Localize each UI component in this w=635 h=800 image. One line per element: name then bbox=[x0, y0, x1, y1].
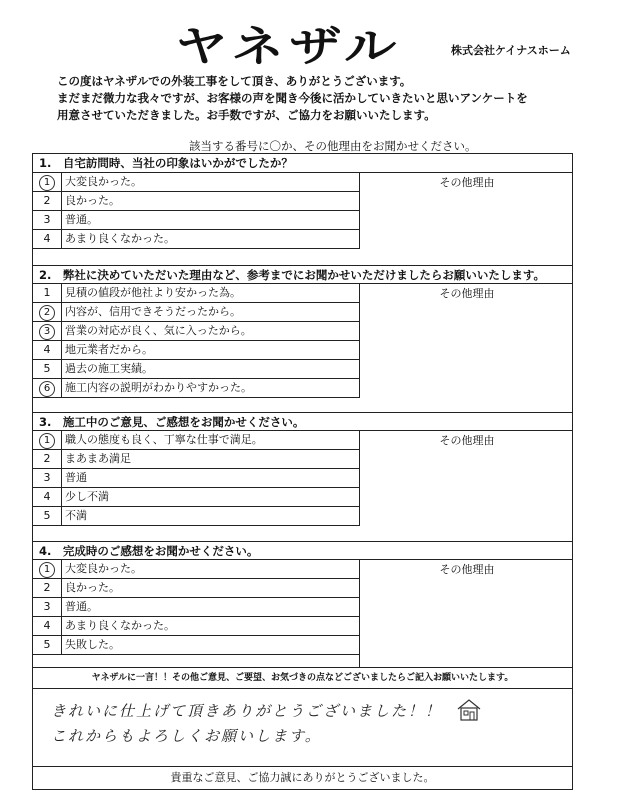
option-number: 2 bbox=[33, 192, 62, 210]
option-text: 失敗した。 bbox=[65, 638, 120, 651]
option-row bbox=[33, 450, 359, 469]
option-row bbox=[33, 560, 359, 579]
option-row bbox=[33, 431, 359, 450]
option-text: 不満 bbox=[65, 509, 87, 522]
option-text: 地元業者だから。 bbox=[65, 343, 153, 356]
option-text: あまり良くなかった。 bbox=[65, 232, 175, 245]
intro-text bbox=[57, 73, 528, 124]
survey-sheet bbox=[32, 153, 573, 790]
footer-thanks: 貴重なご意見、ご協力誠にありがとうございました。 bbox=[33, 766, 572, 791]
option-text: 普通。 bbox=[65, 213, 98, 226]
handwritten-line-2: これからもよろしくお願いします。 bbox=[51, 727, 322, 745]
option-row bbox=[33, 507, 359, 526]
option-row bbox=[33, 379, 359, 398]
reason-box-1[interactable] bbox=[359, 173, 574, 249]
option-number-circled: 1 bbox=[33, 173, 62, 191]
option-text: 過去の施工実績。 bbox=[65, 362, 153, 375]
option-number: 5 bbox=[33, 636, 62, 654]
option-row bbox=[33, 230, 359, 249]
option-text: 普通。 bbox=[65, 600, 98, 613]
option-text: 良かった。 bbox=[65, 581, 120, 594]
option-number: 4 bbox=[33, 341, 62, 359]
option-text: 普通 bbox=[65, 471, 87, 484]
intro-line: 用意させていただきました。お手数ですが、ご協力をお願いいたします。 bbox=[57, 108, 436, 122]
option-text: 大変良かった。 bbox=[65, 562, 142, 575]
yanezaru-logo: ヤネザル bbox=[175, 22, 402, 71]
reason-box-3[interactable] bbox=[359, 431, 574, 526]
option-text: まあまあ満足 bbox=[65, 452, 131, 465]
option-number-circled: 1 bbox=[33, 560, 62, 578]
option-text: あまり良くなかった。 bbox=[65, 619, 175, 632]
intro-line: まだまだ微力な我々ですが、お客様の声を聞き今後に活かしていきたいと思いアンケートを bbox=[57, 91, 528, 105]
option-number-circled: 2 bbox=[33, 303, 62, 321]
option-text: 営業の対応が良く、気に入ったから。 bbox=[65, 324, 252, 337]
option-row bbox=[33, 173, 359, 192]
option-row bbox=[33, 617, 359, 636]
option-row bbox=[33, 579, 359, 598]
option-number: 3 bbox=[33, 211, 62, 229]
option-row bbox=[33, 598, 359, 617]
option-number: 2 bbox=[33, 579, 62, 597]
option-text: 少し不満 bbox=[65, 490, 109, 503]
option-row bbox=[33, 469, 359, 488]
option-text: 良かった。 bbox=[65, 194, 120, 207]
option-number: 4 bbox=[33, 230, 62, 248]
handwritten-line-1: きれいに仕上げて頂きありがとうございました！！ bbox=[51, 702, 443, 720]
reason-box-2[interactable] bbox=[359, 284, 574, 398]
option-number: 5 bbox=[33, 507, 62, 525]
intro-line: この度はヤネザルでの外装工事をして頂き、ありがとうございます。 bbox=[57, 74, 412, 88]
option-row bbox=[33, 192, 359, 211]
reason-box-4[interactable] bbox=[359, 560, 574, 667]
option-row bbox=[33, 303, 359, 322]
section-4-title: 4. 完成時のご感想をお聞かせください。 bbox=[33, 541, 572, 560]
instruction-text: 該当する番号に〇か、その他理由をお聞かせください。 bbox=[189, 139, 477, 153]
option-row bbox=[33, 322, 359, 341]
option-number: 2 bbox=[33, 450, 62, 468]
option-row bbox=[33, 360, 359, 379]
section-spacer bbox=[33, 249, 572, 266]
option-number-circled: 1 bbox=[33, 431, 62, 449]
option-text: 職人の態度も良く、丁寧な仕事で満足。 bbox=[65, 433, 263, 446]
company-name: 株式会社ケイナスホーム bbox=[451, 44, 571, 57]
option-number: 4 bbox=[33, 617, 62, 635]
option-number: 3 bbox=[33, 598, 62, 616]
option-number: 5 bbox=[33, 360, 62, 378]
reason-label: その他理由 bbox=[439, 563, 495, 576]
section-2-title: 2. 弊社に決めていただいた理由など、参考までにお聞かせいただけましたらお願いいたします。 bbox=[33, 265, 572, 284]
option-row bbox=[33, 488, 359, 507]
option-row bbox=[33, 211, 359, 230]
comment-header: ヤネザルに一言！！その他ご意見、ご要望、お気づきの点などございましたらご記入お願いいたします。 bbox=[33, 667, 572, 689]
section-3-title: 3. 施工中のご意見、ご感想をお聞かせください。 bbox=[33, 412, 572, 431]
reason-label: その他理由 bbox=[439, 434, 495, 447]
option-number: 1 bbox=[33, 284, 62, 302]
option-number: 4 bbox=[33, 488, 62, 506]
option-row bbox=[33, 636, 359, 655]
option-text: 見積の値段が他社より安かった為。 bbox=[65, 286, 241, 299]
reason-label: その他理由 bbox=[439, 287, 495, 300]
option-text: 施工内容の説明がわかりやすかった。 bbox=[65, 381, 252, 394]
option-text: 大変良かった。 bbox=[65, 175, 142, 188]
option-number: 3 bbox=[33, 469, 62, 487]
option-row bbox=[33, 284, 359, 303]
option-row bbox=[33, 341, 359, 360]
section-1-title: 1. 自宅訪問時、当社の印象はいかがでしたか？ bbox=[33, 154, 572, 173]
option-number-circled: 3 bbox=[33, 322, 62, 340]
option-text: 内容が、信用できそうだったから。 bbox=[65, 305, 241, 318]
reason-label: その他理由 bbox=[439, 176, 495, 189]
house-doodle-icon bbox=[456, 698, 482, 722]
option-number-circled: 6 bbox=[33, 379, 62, 397]
